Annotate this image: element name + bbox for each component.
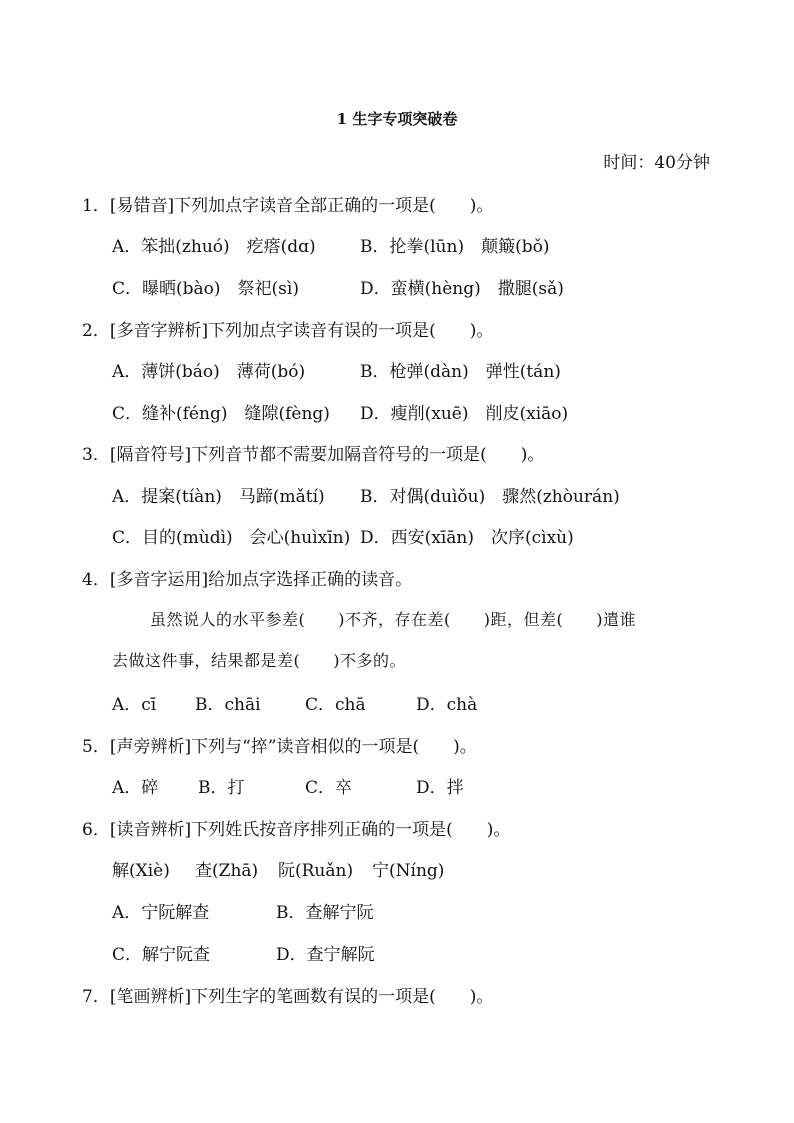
question-4-passage-line-1: 虽然说人的水平参差( )不齐，存在差( )距，但差( )遣谁 [150,610,636,629]
question-3-stem: 3．[隔音符号]下列音节都不需要加隔音符号的一项是( )。 [82,445,545,465]
page-title: 1 生字专项突破卷 [336,110,458,128]
question-5-stem: 5．[声旁辨析]下列与“捽”读音相似的一项是( )。 [82,737,477,757]
question-2-option-c: C．缝补(féng) 缝隙(fèng) [112,404,330,424]
question-5-option-c: C．卒 [305,778,353,798]
question-3-option-c: C．目的(mùdì) 会心(huìxīn) [112,528,351,548]
time-limit: 时间：40分钟 [603,153,710,173]
question-4-option-c: C．chā [305,695,366,715]
question-2-stem: 2．[多音字辨析]下列加点字读音有误的一项是( )。 [82,321,494,341]
question-1-option-d: D．蛮横(hèng) 撒腿(sǎ) [360,279,564,299]
question-4-stem: 4．[多音字运用]给加点字选择正确的读音。 [82,570,413,590]
question-6-stem: 6．[读音辨析]下列姓氏按音序排列正确的一项是( )。 [82,820,511,840]
question-4-option-a: A．cī [112,695,157,715]
question-2-option-d: D．瘦削(xuē) 削皮(xiāo) [360,404,569,424]
question-3-option-b: B．对偶(duìǒu) 骤然(zhòurán) [360,487,620,507]
question-3-option-d: D．西安(xīān) 次序(cìxù) [360,528,574,548]
question-4-option-b: B．chāi [195,695,261,715]
question-1-option-a: A．笨拙(zhuó) 疙瘩(dɑ) [112,237,316,257]
question-1-stem: 1．[易错音]下列加点字读音全部正确的一项是( )。 [82,196,494,216]
question-5-option-d: D．拌 [416,778,464,798]
question-6-option-a: A．宁阮解查 [112,903,210,923]
question-1-option-c: C．曝晒(bào) 祭祀(sì) [112,279,299,299]
question-2-option-b: B．枪弹(dàn) 弹性(tán) [360,362,561,382]
question-5-option-b: B．打 [198,778,245,798]
question-5-option-a: A．碎 [112,778,159,798]
question-6-option-c: C．解宁阮查 [112,945,211,965]
question-4-option-d: D．chà [416,695,478,715]
question-6-option-d: D．查宁解阮 [276,945,375,965]
surname-1: 解(Xiè) [112,861,170,881]
surname-4: 宁(Níng) [372,861,445,881]
question-4-passage-line-2: 去做这件事，结果都是差( )不多的。 [112,651,406,670]
question-2-option-a: A．薄饼(báo) 薄荷(bó) [112,362,306,382]
surname-3: 阮(Ruǎn) [278,861,354,881]
question-7-stem: 7．[笔画辨析]下列生字的笔画数有误的一项是( )。 [82,987,494,1007]
question-1-option-b: B．抡拳(lūn) 颠簸(bǒ) [360,237,550,257]
question-6-option-b: B．查解宁阮 [276,903,374,923]
question-3-option-a: A．提案(tíàn) 马蹄(mǎtí) [112,487,325,507]
surname-2: 查(Zhā) [195,861,259,881]
